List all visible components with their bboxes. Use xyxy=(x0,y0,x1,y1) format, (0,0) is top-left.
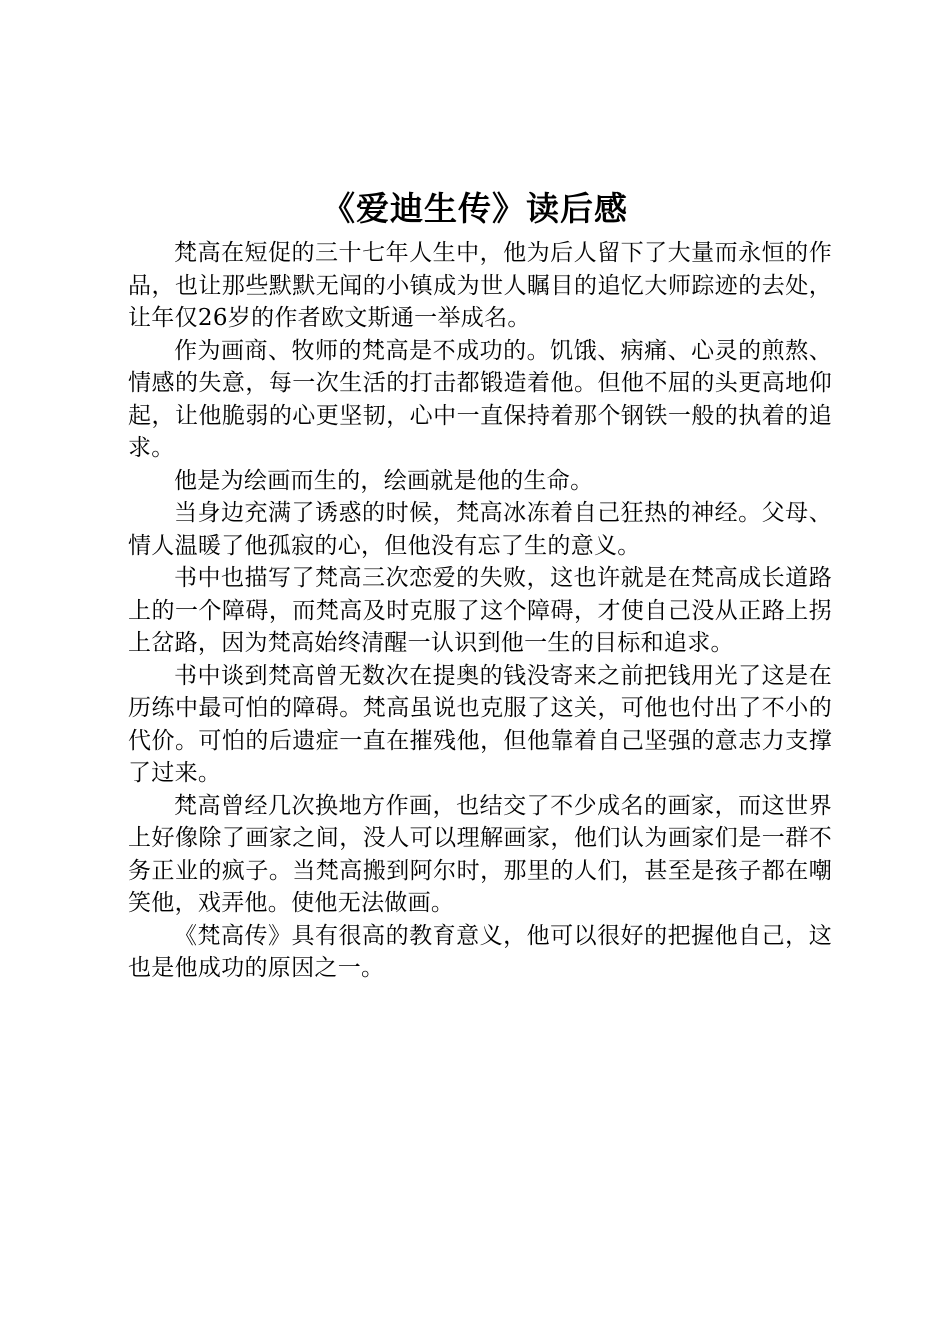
paragraph-1: 梵高在短促的三十七年人生中，他为后人留下了大量而永恒的作品，也让那些默默无闻的小镇成为世人瞩目的追忆大师踪迹的去处，让年仅26岁的作者欧文斯通一举成名。 xyxy=(128,240,832,331)
paragraph-7: 梵高曾经几次换地方作画，也结交了不少成名的画家，而这世界上好像除了画家之间，没人可以理解画家，他们认为画家们是一群不务正业的疯子。当梵高搬到阿尔时，那里的人们，甚至是孩子都在嘲笑他，戏弄他。使他无法做画。 xyxy=(128,792,832,916)
document-body xyxy=(128,237,832,985)
paragraph-5: 书中也描写了梵高三次恋爱的失败，这也许就是在梵高成长道路上的一个障碍，而梵高及时克服了这个障碍，才使自己没从正路上拐上岔路，因为梵高始终清醒一认识到他一生的目标和追求。 xyxy=(128,565,832,656)
paragraph-8: 《梵高传》具有很高的教育意义，他可以很好的把握他自己，这也是他成功的原因之一。 xyxy=(128,922,832,981)
paragraph-2: 作为画商、牧师的梵高是不成功的。饥饿、病痛、心灵的煎熬、情感的失意，每一次生活的打击都锻造着他。但他不屈的头更高地仰起，让他脆弱的心更坚韧，心中一直保持着那个钢铁一般的执着的追求。 xyxy=(128,337,832,461)
paragraph-4: 当身边充满了诱惑的时候，梵高冰冻着自己狂热的神经。父母、情人温暖了他孤寂的心，但他没有忘了生的意义。 xyxy=(128,500,832,559)
paragraph-3: 他是为绘画而生的，绘画就是他的生命。 xyxy=(174,467,594,494)
paragraph-6: 书中谈到梵高曾无数次在提奥的钱没寄来之前把钱用光了这是在历练中最可怕的障碍。梵高虽说也克服了这关，可他也付出了不小的代价。可怕的后遗症一直在摧残他，但他靠着自己坚强的意志力支撑了过来。 xyxy=(128,662,832,786)
page-title: 《爱迪生传》读后感 xyxy=(322,189,628,228)
